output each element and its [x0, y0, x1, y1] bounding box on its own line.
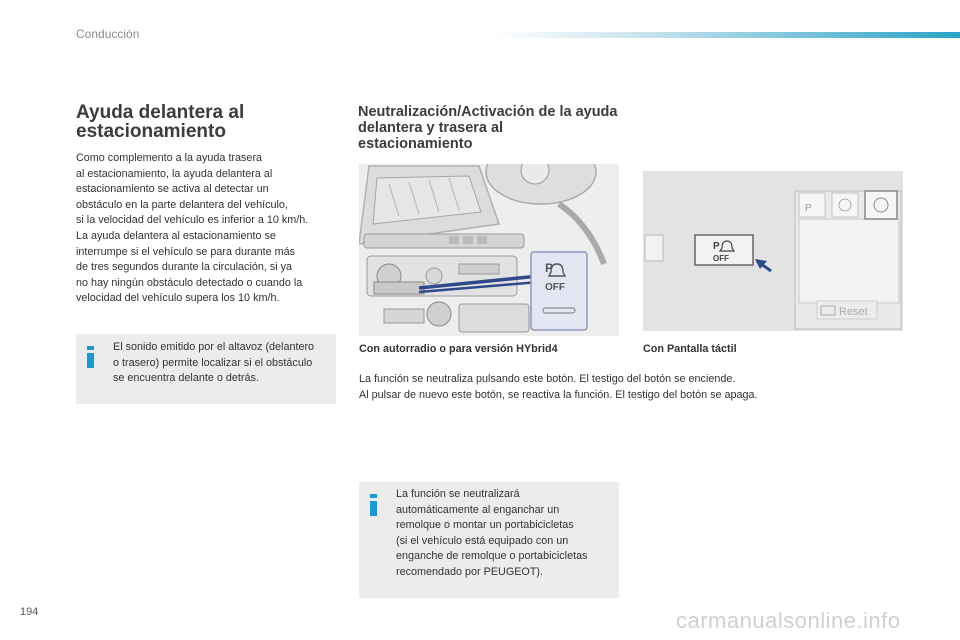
reset-label: Reset: [839, 306, 868, 318]
off-label-radio: OFF: [545, 282, 565, 293]
info-box-trailer: [359, 482, 619, 598]
intro-text: Como complemento a la ayuda trasera al estacionamiento, la ayuda delantera al estacionamiento se activa al detectar un obstáculo en la parte delantera del vehículo, si la velocidad del vehículo es inferior a 10 km/h. La ayuda delantera al estacionamiento se interrumpe si el vehículo se para durante más de tres segundos durante la circulación, si ya no hay ningún obstáculo detectado o cuando la velocidad del vehículo supera los 10 km/h.: [76, 152, 309, 305]
page-title: Ayuda delantera al estacionamiento: [76, 102, 245, 142]
svg-text:P: P: [545, 261, 554, 275]
function-description: La función se neutraliza pulsando este botón. El testigo del botón se enciende. Al pulsar de nuevo este botón, se reactiva la función. El testigo del botón se apaga.: [359, 373, 758, 401]
header-accent-bar: [490, 32, 960, 38]
info-icon: [87, 346, 94, 368]
watermark: carmanualsonline.info: [676, 608, 901, 633]
info-icon: [370, 494, 377, 516]
section-title-neutralization: Neutralización/Activación de la ayuda delantera y trasera al estacionamiento: [358, 104, 618, 152]
info-box-sound: [76, 334, 336, 404]
caption-radio: Con autorradio o para versión HYbrid4: [359, 343, 558, 355]
off-label-touch: OFF: [713, 254, 729, 263]
info-text-trailer: La función se neutralizará automáticamente al enganchar un remolque o montar un portabicicletas (si el vehículo está equipado con un enganche de remolque o portabicicletas recomendado por PEUGEOT).: [396, 488, 588, 578]
dashboard-photo: [359, 164, 619, 336]
touchscreen-photo: [643, 171, 903, 331]
page-number: 194: [20, 606, 39, 618]
caption-touchscreen: Con Pantalla táctil: [643, 343, 737, 355]
svg-text:P: P: [713, 241, 720, 252]
svg-text:P: P: [805, 203, 812, 214]
info-text-sound: El sonido emitido por el altavoz (delantero o trasero) permite localizar si el obstáculo se encuentra delante o detrás.: [113, 341, 315, 385]
section-label: Conducción: [76, 27, 140, 41]
